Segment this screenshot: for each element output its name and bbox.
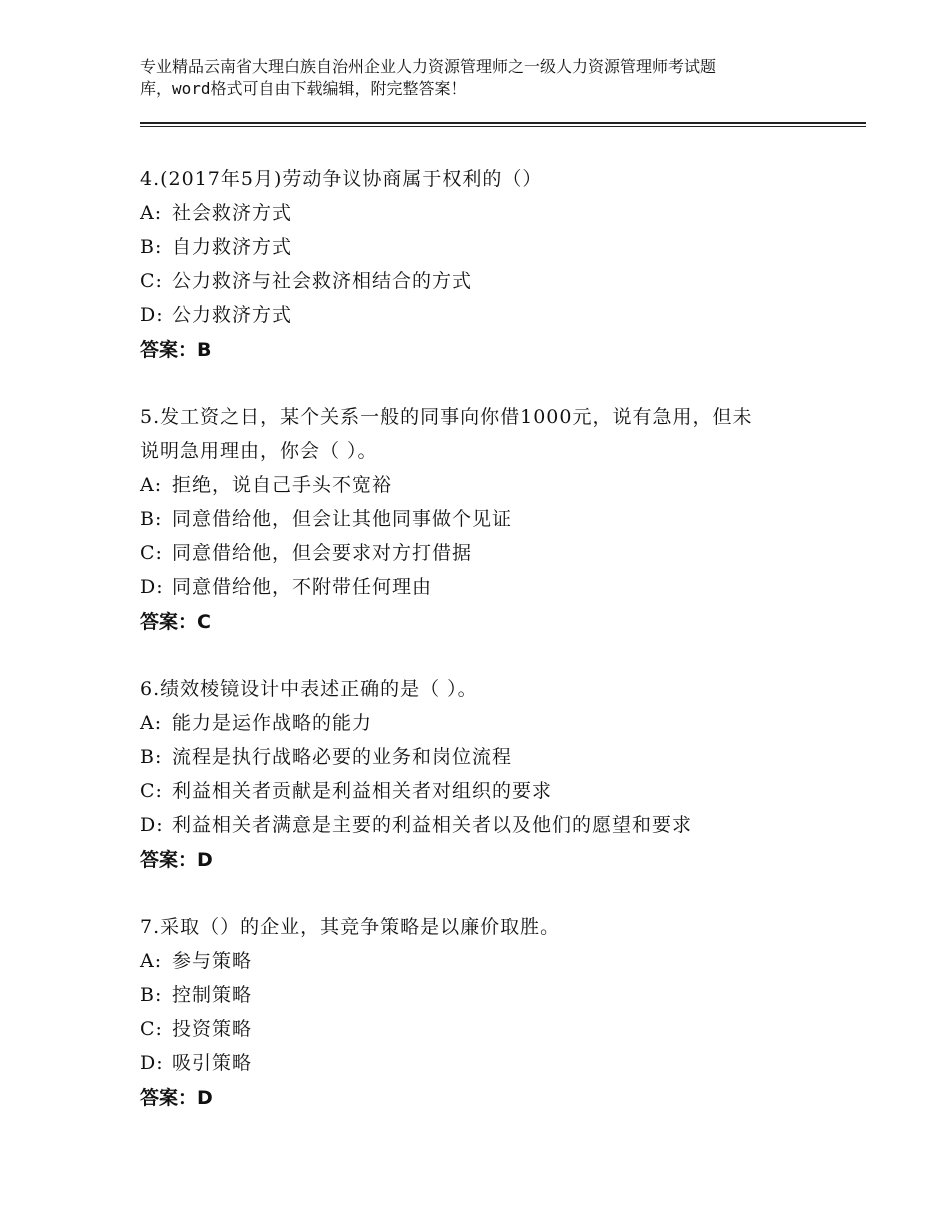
option-text: 利益相关者满意是主要的利益相关者以及他们的愿望和要求 xyxy=(172,814,693,836)
question-stem-line: 5.发工资之日，某个关系一般的同事向你借1000元，说有急用，但未 xyxy=(140,406,753,428)
answer-value: D xyxy=(197,1087,213,1109)
question-6 xyxy=(140,672,860,878)
question-stem-line: 7.采取（）的企业，其竞争策略是以廉价取胜。 xyxy=(140,916,561,938)
option-letter: C: xyxy=(140,1018,163,1040)
option-letter: A: xyxy=(140,950,163,972)
option-d xyxy=(140,808,860,842)
document-header xyxy=(140,56,830,100)
option-letter: A: xyxy=(140,712,163,734)
answer-label: 答案： xyxy=(140,849,198,871)
answer-label: 答案： xyxy=(140,339,198,361)
header-divider-thick xyxy=(140,122,866,124)
option-text: 同意借给他，但会让其他同事做个见证 xyxy=(172,508,513,530)
option-a xyxy=(140,468,860,502)
option-letter: B: xyxy=(140,508,163,530)
option-text: 参与策略 xyxy=(172,950,253,972)
option-a xyxy=(140,944,860,978)
answer-line xyxy=(140,604,860,640)
option-d xyxy=(140,570,860,604)
answer-value: C xyxy=(197,611,211,633)
option-a xyxy=(140,196,860,230)
question-stem xyxy=(140,162,860,196)
option-letter: D: xyxy=(140,814,164,836)
option-text: 流程是执行战略必要的业务和岗位流程 xyxy=(172,746,513,768)
option-text: 同意借给他，不附带任何理由 xyxy=(172,576,433,598)
option-b xyxy=(140,740,860,774)
answer-line xyxy=(140,1080,860,1116)
option-c xyxy=(140,774,860,808)
question-stem xyxy=(140,400,860,468)
option-c xyxy=(140,536,860,570)
option-letter: B: xyxy=(140,984,163,1006)
option-letter: A: xyxy=(140,474,163,496)
option-text: 利益相关者贡献是利益相关者对组织的要求 xyxy=(172,780,553,802)
option-letter: B: xyxy=(140,236,163,258)
option-d xyxy=(140,1046,860,1080)
answer-value: B xyxy=(197,339,212,361)
option-c xyxy=(140,1012,860,1046)
answer-line xyxy=(140,842,860,878)
header-title-line-2: 库，word格式可自由下载编辑，附完整答案！ xyxy=(140,79,467,98)
option-c xyxy=(140,264,860,298)
option-text: 控制策略 xyxy=(172,984,253,1006)
question-list xyxy=(140,162,860,1148)
answer-line xyxy=(140,332,860,368)
option-text: 同意借给他，但会要求对方打借据 xyxy=(172,542,473,564)
answer-label: 答案： xyxy=(140,1087,198,1109)
question-stem xyxy=(140,910,860,944)
option-letter: D: xyxy=(140,304,164,326)
option-text: 拒绝，说自己手头不宽裕 xyxy=(172,474,393,496)
question-5 xyxy=(140,400,860,640)
option-d xyxy=(140,298,860,332)
question-stem-line: 4.(2017年5月)劳动争议协商属于权利的（） xyxy=(140,168,543,190)
option-letter: B: xyxy=(140,746,163,768)
option-text: 能力是运作战略的能力 xyxy=(172,712,373,734)
option-letter: C: xyxy=(140,542,163,564)
question-stem-line: 6.绩效棱镜设计中表述正确的是（ ）。 xyxy=(140,678,478,700)
question-7 xyxy=(140,910,860,1116)
option-letter: C: xyxy=(140,780,163,802)
question-stem xyxy=(140,672,860,706)
option-b xyxy=(140,230,860,264)
option-b xyxy=(140,502,860,536)
option-text: 自力救济方式 xyxy=(172,236,293,258)
option-letter: D: xyxy=(140,1052,164,1074)
option-letter: A: xyxy=(140,202,163,224)
answer-value: D xyxy=(197,849,213,871)
header-title-line-1: 专业精品云南省大理白族自治州企业人力资源管理师之一级人力资源管理师考试题 xyxy=(140,57,717,76)
question-4 xyxy=(140,162,860,368)
option-letter: D: xyxy=(140,576,164,598)
option-text: 公力救济方式 xyxy=(172,304,293,326)
option-text: 公力救济与社会救济相结合的方式 xyxy=(172,270,473,292)
option-letter: C: xyxy=(140,270,163,292)
option-text: 投资策略 xyxy=(172,1018,253,1040)
question-stem-line: 说明急用理由，你会（ ）。 xyxy=(140,440,378,462)
header-divider-thin xyxy=(140,126,866,127)
option-b xyxy=(140,978,860,1012)
option-text: 吸引策略 xyxy=(172,1052,253,1074)
answer-label: 答案： xyxy=(140,611,198,633)
option-a xyxy=(140,706,860,740)
option-text: 社会救济方式 xyxy=(172,202,293,224)
